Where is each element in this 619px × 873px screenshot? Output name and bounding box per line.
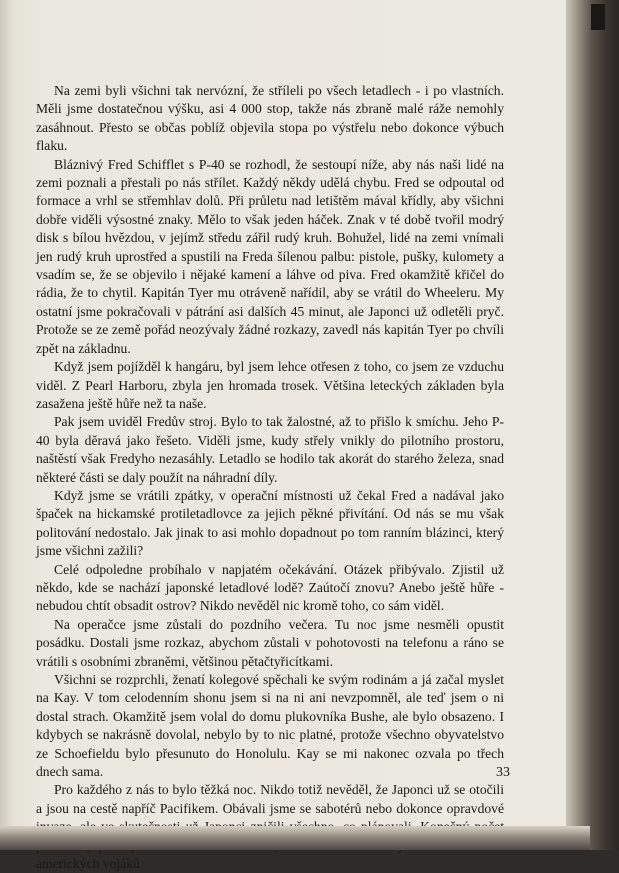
body-text bbox=[36, 82, 504, 873]
paragraph: Když jsem pojížděl k hangáru, byl jsem lehce otřesen z toho, co jsem ze vzduchu viděl. Z Pearl Harboru, zbyla jen hromada trosek. Většina leteckých základen byla zasažena ještě hůře než ta naše. bbox=[36, 359, 504, 411]
paragraph: Všichni se rozprchli, ženatí kolegové spěchali ke svým rodinám a já začal myslet na Kay. V tom celodenním shonu jsem si na ni ani nevzpomněl, ale teď jsem o ni dostal strach. Okamžitě jsem volal do domu plukovníka Bushe, ale bylo obsazeno. I kdybych se nakrásně dovolal, nebylo by to nic platné, protože všechno obyvatelstvo ze Schoefieldu bylo přesunuto do Honolulu. Kay se mi nakonec ozvala po třech dnech sama. bbox=[36, 672, 504, 780]
page-stack-right-edge bbox=[566, 0, 619, 850]
book-spine-shadow bbox=[591, 4, 605, 30]
paragraph: Pro každého z nás to bylo těžká noc. Nikdo totiž nevěděl, že Japonci už se otočili a jsou na cestě napříč Pacifikem. Obávali jsme se sabotérů nebo dokonce opravdové amerických vojáků bbox=[36, 782, 504, 872]
paragraph: Na operačce jsme zůstali do pozdního večera. Tu noc jsme nesměli opustit posádku. Dostali jsme rozkaz, abychom zůstali v pohotovosti na telefonu a ráno se vrátili s osobními zbraněmi, většinou pětačtyřicítkami. bbox=[36, 616, 504, 669]
paragraph: Celé odpoledne probíhalo v napjatém očekávání. Otázek přibývalo. Zjistil už někdo, kde se nachází japonské letadlové lodě? Zaútočí znovu? Anebo ještě hůře - nebudou chtít obsadit ostrov? Nikdo nevěděl nic kromě toho, co sám viděl. bbox=[36, 561, 504, 614]
paragraph: Bláznivý Fred Schifflet s P-40 se rozhodl, že sestoupí níže, aby nás naši lidé na zemi poznali a přestali po nás střílet. Každý někdy udělá chybu. Fred se odpoutal od formace a vrhl se střemhlav dolů. Při průletu nad letištěm mával křídly, aby všichni dobře viděli výsostné znaky. Mělo to však jeden háček. Znak v té době tvořil modrý disk s bílou hvězdou, v jejímž středu zářil rudý kruh. Bohužel, lidé na zemi vnímali jen rudý kruh uprostřed a spustili na Freda šílenou palbu: pistole, pušky, kulomety a vsadím se, že se objevilo i nějaké kamení a láhve od piva. Fred okamžitě křičel do rádia, že to chytil. Kapitán Tyer mu otráveně nařídil, aby se vrátil do Wheeleru. My ostatní jsme pokračovali v pátrání asi dalších 45 minut, ale Japonci už odletěli pryč. Protože se ze země pořád neozývaly žádné rozkazy, zavedl nás kapitán Tyer po chvíli zpět na základnu. bbox=[36, 156, 504, 356]
page-stack-bottom-edge bbox=[0, 826, 590, 850]
page-number: 33 bbox=[496, 765, 510, 780]
paragraph: Pak jsem uviděl Fredův stroj. Bylo to tak žalostné, až to přišlo k smíchu. Jeho P-40 byla děravá jako řešeto. Viděli jsme, kudy střely vnikly do pilotního prostoru, naštěstí však Fredyho nezasáhly. Letadlo se hodilo tak akorát do starého železa, snad některé části se daly použít na náhradní díly. bbox=[36, 414, 504, 485]
paragraph: Na zemi byli všichni tak nervózní, že stříleli po všech letadlech - i po vlastních. Měli jsme dostatečnou výšku, asi 4 000 stop, takže nás zbraně malé ráže nemohly zasáhnout. Přesto se občas poblíž objevila stopa po výstřelu nebo dokonce výbuch flaku. bbox=[36, 83, 504, 154]
paragraph: Když jsme se vrátili zpátky, v operační místnosti už čekal Fred a nadával jako špaček na hickamské protiletadlovce za jejich pěkné přivítání. Od nás se mu však politování nedostalo. Jak jinak to asi mohlo dopadnout po tom ranním blázinci, který jsme všichni zažili? bbox=[36, 487, 504, 559]
